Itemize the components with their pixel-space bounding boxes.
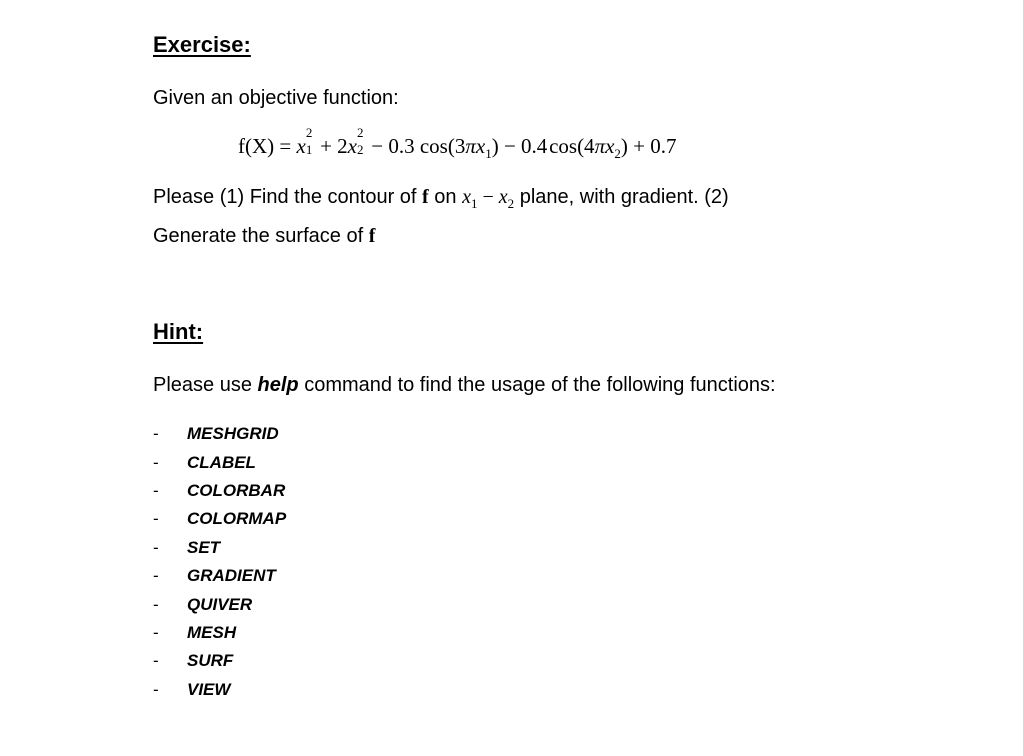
eq-equals: = <box>279 134 292 158</box>
list-item: - QUIVER <box>153 594 253 614</box>
exercise-task <box>153 181 729 253</box>
eq-coef: 2 <box>337 134 348 158</box>
eq-plus: + <box>633 134 646 158</box>
eq-exponent-1: 2 1 <box>305 125 313 157</box>
help-keyword: help <box>257 374 299 396</box>
list-item: - COLORMAP <box>153 509 287 529</box>
list-item: - SURF <box>153 651 234 671</box>
eq-constant: 0.7 <box>650 134 677 158</box>
function-list <box>153 420 286 704</box>
objective-function-equation: f(X) = x 2 1 + 2x 2 2 − 0.3 $\cos(3\pi x_1) - 0.4$ $\cos(4\pi x_2) + 0.7$ <box>238 125 677 162</box>
list-item: - MESHGRID <box>153 424 279 444</box>
eq-minus: − <box>371 134 384 158</box>
exercise-heading: Exercise: <box>153 32 251 57</box>
list-item: - CLABEL <box>153 452 256 472</box>
eq-plus: + <box>320 134 332 158</box>
list-item: - COLORBAR <box>153 480 286 500</box>
eq-coef: 0.4 <box>521 134 548 158</box>
exercise-intro: Given an objective function: <box>153 87 399 109</box>
eq-coef: 0.3 <box>388 134 415 158</box>
eq-var: x <box>296 134 306 158</box>
eq-cos: cos <box>549 134 578 158</box>
eq-minus: − <box>503 134 516 158</box>
eq-lhs: f(X) <box>238 134 275 158</box>
task-line-1: Please (1) Find the contour of f on $x_1 - x_2$ plane, with gradient. (2) <box>153 186 729 211</box>
hint-text: Please use help command to find the usage of the following functions: <box>153 374 776 396</box>
list-item: - VIEW <box>153 679 231 699</box>
eq-exponent-2: 2 2 <box>357 125 364 157</box>
list-item: - SET <box>153 537 221 557</box>
eq-cos: cos <box>419 134 448 158</box>
task-line-2: Generate the surface of f <box>153 225 376 247</box>
hint-heading: Hint: <box>153 319 204 344</box>
list-item: - GRADIENT <box>153 566 276 586</box>
list-item: - MESH <box>153 622 237 642</box>
